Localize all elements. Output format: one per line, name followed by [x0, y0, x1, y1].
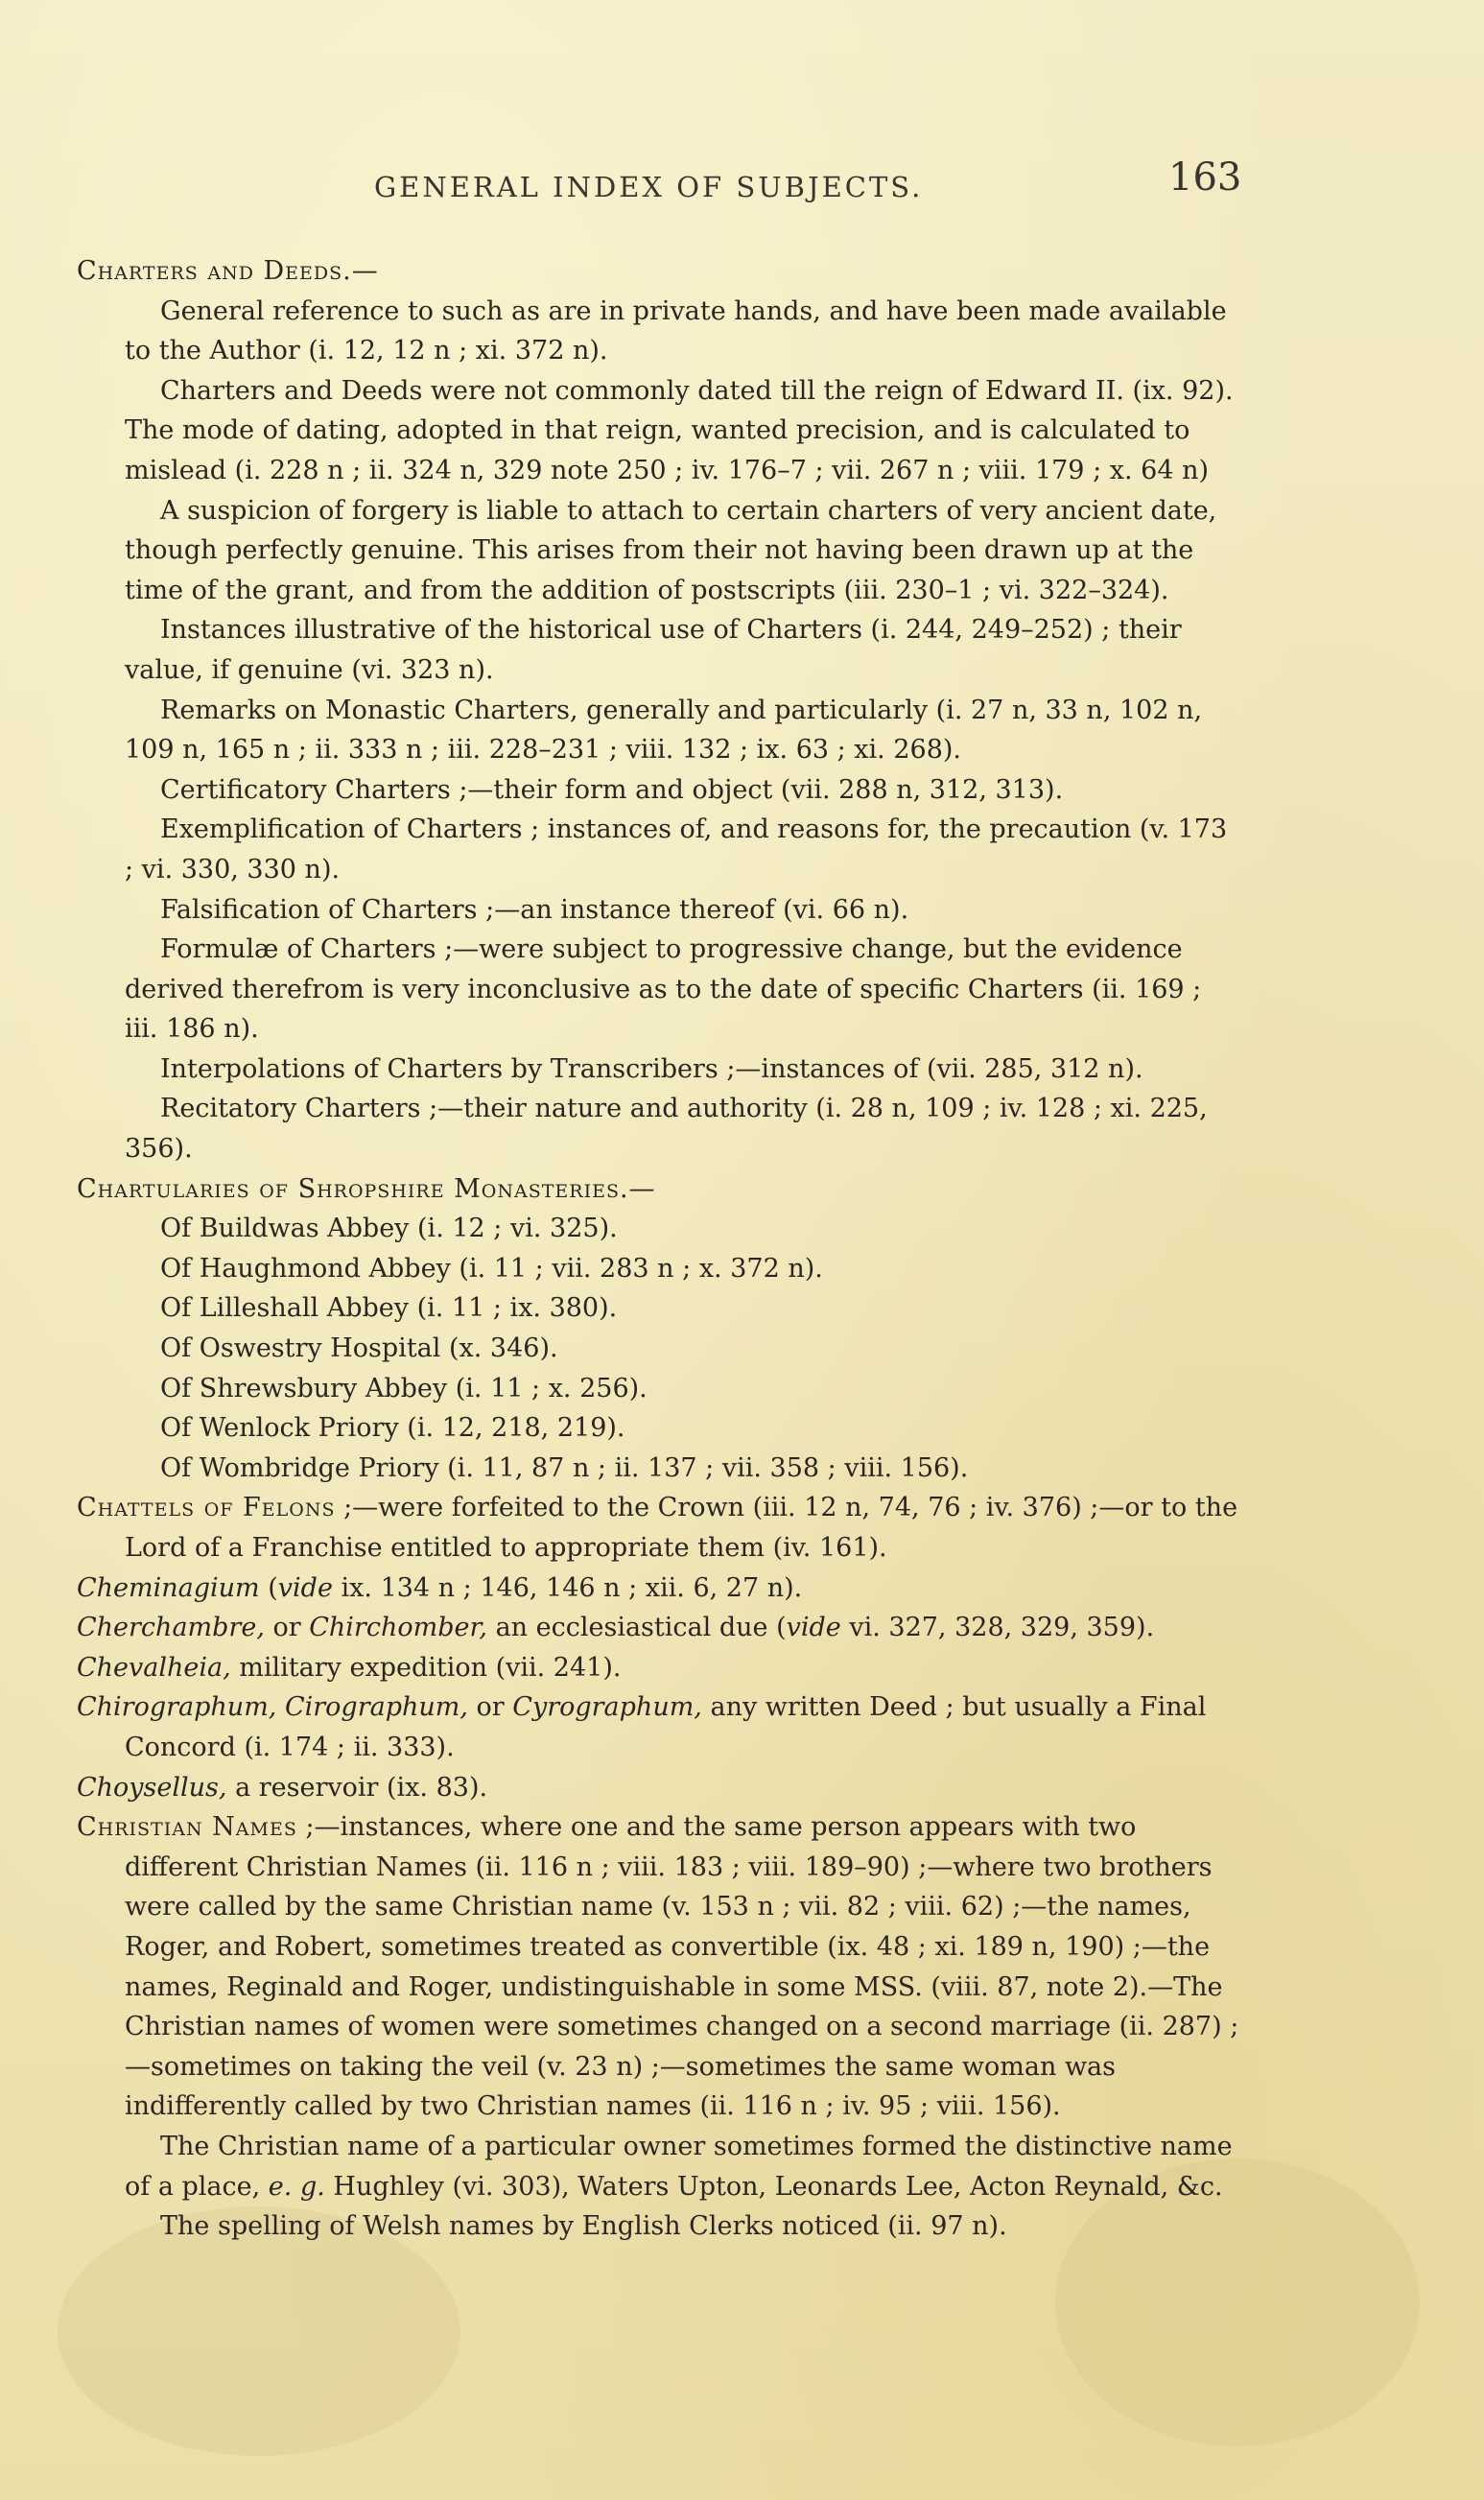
charters-para: Recitatory Charters ;—their nature and authority (i. 28 n, 109 ; iv. 128 ; xi. 225, 356). — [125, 1094, 1208, 1165]
chartulary-item: Of Shrewsbury Abbey (i. 11 ; x. 256). — [160, 1373, 648, 1403]
charters-para: Formulæ of Charters ;—were subject to progressive change, but the evidence derived therefrom is very inconclusive as to the date of specific Charters (ii. 169 ; iii. 186 n). — [125, 934, 1202, 1045]
chartulary-item: Of Wenlock Priory (i. 12, 218, 219). — [160, 1413, 625, 1444]
entry-choysellus: Choysellus, a reservoir (ix. 83). — [77, 1772, 488, 1803]
entry-christian-names: Christian Names ;—instances, where one and the same person appears with two different Christian Names (ii. 116 n ; viii. 183 ; viii. 189–90) ;—where two brothers were called by the same Christian name (v. 153 n ; vii. 82 ; viii. 62) ;—the names, Roger, and Robert, sometimes treated as convertible (ix. 48 ; xi. 189 n, 190) ;—the names, Reginald and Roger, undistinguishable in some MSS. (viii. 87, note 2).—The Christian names of women were sometimes changed on a second marriage (ii. 287) ;—sometimes on taking the veil (v. 23 n) ;—sometimes the same woman was indifferently called by two Christian names (ii. 116 n ; iv. 95 ; viii. 156). — [77, 1812, 1239, 2122]
chartulary-item: Of Haughmond Abbey (i. 11 ; vii. 283 n ; x. 372 n). — [160, 1253, 823, 1284]
page-number: 163 — [1168, 155, 1242, 200]
christian-names-para: The Christian name of a particular owner sometimes formed the distinctive name of a place, e. g. Hughley (vi. 303), Waters Upton, Leonards Lee, Acton Reynald, &c. — [125, 2131, 1233, 2202]
charters-para: Exemplification of Charters ; instances of, and reasons for, the precaution (v. 173 ; vi. 330, 330 n). — [125, 814, 1228, 884]
entry-chirographum: Chirographum, Cirographum, or Cyrographum, any written Deed ; but usually a Final Concord (i. 174 ; ii. 333). — [77, 1692, 1207, 1762]
entry-chattels: Chattels of Felons ;—were forfeited to the Crown (iii. 12 n, 74, 76 ; iv. 376) ;—or to the Lord of a Franchise entitled to appropriate them (iv. 161). — [77, 1493, 1238, 1563]
chartulary-item: Of Lilleshall Abbey (i. 11 ; ix. 380). — [160, 1293, 618, 1324]
index-content — [77, 251, 1242, 2247]
chartulary-item: Of Oswestry Hospital (x. 346). — [160, 1333, 558, 1364]
chartulary-item: Of Buildwas Abbey (i. 12 ; vi. 325). — [160, 1214, 618, 1244]
entry-cherchambre: Cherchambre, or Chirchomber, an ecclesiastical due (vide vi. 327, 328, 329, 359). — [77, 1613, 1155, 1643]
christian-names-para: The spelling of Welsh names by English Clerks noticed (ii. 97 n). — [160, 2211, 1007, 2242]
charters-para: A suspicion of forgery is liable to attach to certain charters of very ancient date, though perfectly genuine. This arises from their not having been drawn up at the time of the grant, and from the addition of postscripts (iii. 230–1 ; vi. 322–324). — [125, 495, 1217, 605]
charters-para: Charters and Deeds were not commonly dated till the reign of Edward II. (ix. 92). The mode of dating, adopted in that reign, wanted precision, and is calculated to mislead (i. 228 n ; ii. 324 n, 329 note 250 ; iv. 176–7 ; vii. 267 n ; viii. 179 ; x. 64 n) — [125, 375, 1234, 485]
charters-para: Certificatory Charters ;—their form and object (vii. 288 n, 312, 313). — [160, 774, 1064, 805]
entry-charters-head: Charters and Deeds.— — [77, 256, 379, 286]
running-title: GENERAL INDEX OF SUBJECTS. — [374, 171, 924, 203]
entry-chevalheia: Chevalheia, military expedition (vii. 241). — [77, 1652, 622, 1683]
charters-para: General reference to such as are in private hands, and have been made available to the Author (i. 12, 12 n ; xi. 372 n). — [125, 295, 1227, 366]
entry-cheminagium: Cheminagium (vide ix. 134 n ; 146, 146 n ; xii. 6, 27 n). — [77, 1572, 803, 1603]
entry-chartularies-head: Chartularies of Shropshire Monasteries.— — [77, 1173, 656, 1204]
charters-para: Interpolations of Charters by Transcribers ;—instances of (vii. 285, 312 n). — [160, 1053, 1143, 1084]
chartulary-item: Of Wombridge Priory (i. 11, 87 n ; ii. 137 ; vii. 358 ; viii. 156). — [160, 1452, 969, 1483]
charters-para: Instances illustrative of the historical use of Charters (i. 244, 249–252) ; their value, if genuine (vi. 323 n). — [125, 615, 1182, 685]
charters-para: Remarks on Monastic Charters, generally and particularly (i. 27 n, 33 n, 102 n, 109 n, 165 n ; ii. 333 n ; iii. 228–231 ; viii. 132 ; ix. 63 ; xi. 268). — [125, 695, 1203, 766]
page-header — [0, 153, 1484, 211]
charters-para: Falsification of Charters ;—an instance thereof (vi. 66 n). — [160, 894, 909, 925]
